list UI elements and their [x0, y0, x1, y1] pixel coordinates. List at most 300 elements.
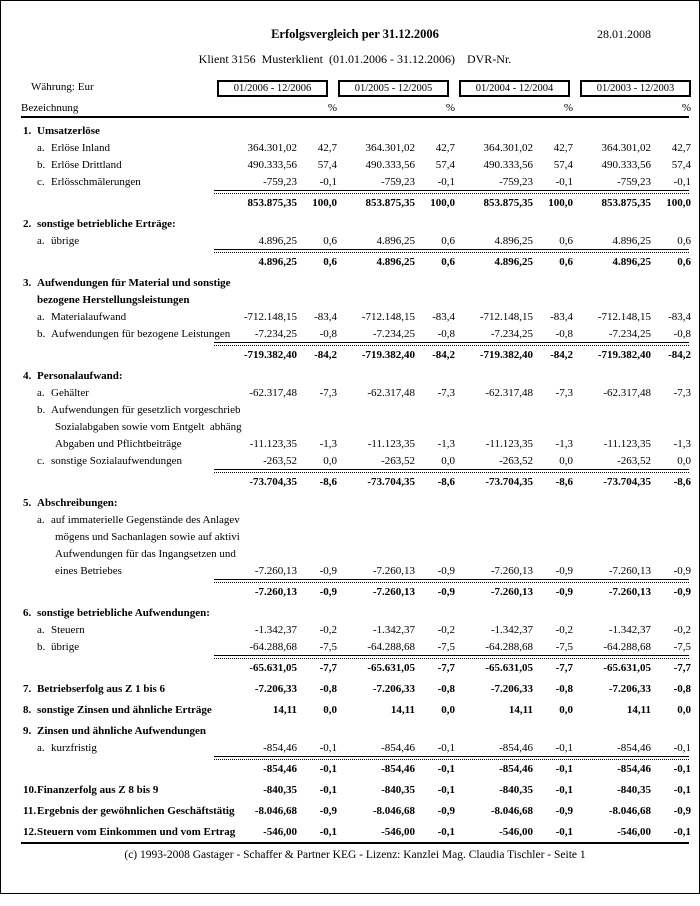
row-label: Aufwendungen für Material und sonstige [37, 276, 231, 289]
percent-cell: 57,4 [671, 158, 691, 171]
amount-cell: -73.704,35 [603, 475, 651, 488]
row-label: Umsatzerlöse [37, 124, 100, 137]
amount-cell: -719.382,40 [361, 348, 415, 361]
percent-cell: -0,1 [437, 741, 455, 754]
row-number: 4. [23, 369, 32, 382]
result-row [21, 802, 689, 819]
amount-cell: -712.148,15 [597, 310, 651, 323]
section-header-row [21, 274, 689, 291]
percent-cell: -0,1 [673, 825, 691, 838]
period-value-group [573, 662, 691, 674]
row-label-area [21, 294, 219, 306]
row-label: Erlösschmälerungen [51, 175, 141, 188]
row-number: 7. [23, 682, 32, 695]
header-rule [21, 116, 689, 118]
item-letter: c. [37, 175, 45, 188]
period-value-group [573, 142, 691, 154]
amount-cell: -7.260,13 [372, 564, 415, 577]
percent-cell: 0,6 [323, 255, 337, 268]
amount-cell: -11.123,35 [249, 437, 297, 450]
percent-cell: 0,0 [441, 454, 455, 467]
percent-cell: 57,4 [317, 158, 337, 171]
percent-cell: -0,1 [555, 175, 573, 188]
percent-cell: -0,1 [437, 783, 455, 796]
percent-cell: -0,1 [319, 825, 337, 838]
row-label: Aufwendungen für bezogene Leistungen [51, 327, 231, 340]
row-label-area [21, 725, 219, 737]
amount-cell: -62.317,48 [603, 386, 651, 399]
period-value-group [337, 683, 455, 695]
amount-header-spacer [455, 102, 533, 114]
row-number: 9. [23, 724, 32, 737]
item-letter: a. [37, 141, 45, 154]
row-label-area [21, 142, 219, 154]
amount-cell: -65.631,05 [249, 661, 297, 674]
row-label-area [21, 438, 219, 450]
percent-cell: -0,1 [319, 783, 337, 796]
item-letter: a. [37, 386, 45, 399]
percent-cell: -0,2 [319, 623, 337, 636]
item-row [21, 401, 689, 418]
period-value-group [573, 641, 691, 653]
row-label-area [21, 327, 231, 340]
period-value-group [337, 565, 455, 577]
row-label: Ergebnis der gewöhnlichen Geschäftstätig [37, 804, 235, 817]
period-value-group [455, 159, 573, 171]
period-value-group [455, 805, 573, 817]
percent-cell: -7,5 [555, 640, 573, 653]
period-value-group [573, 742, 691, 754]
amount-cell: -62.317,48 [485, 386, 533, 399]
percent-cell: -0,9 [555, 804, 573, 817]
total-row [21, 194, 689, 211]
amount-cell: 4.896,25 [376, 255, 415, 268]
row-label-area [21, 159, 219, 171]
amount-cell: -8.046,68 [490, 804, 533, 817]
amount-cell: -11.123,35 [485, 437, 533, 450]
result-row [21, 680, 689, 697]
amount-cell: 4.896,25 [494, 255, 533, 268]
period-value-group [455, 662, 573, 674]
row-label: bezogene Herstellungsleistungen [37, 293, 190, 306]
period-value-group [219, 256, 337, 268]
percent-cell: -1,3 [437, 437, 455, 450]
percent-cell: -7,7 [437, 661, 455, 674]
period-value-group [455, 256, 573, 268]
total-row [21, 473, 689, 490]
amount-cell: 14,11 [390, 703, 415, 716]
amount-cell: -854,46 [617, 762, 651, 775]
period-value-group [573, 784, 691, 796]
percent-cell: 0,6 [441, 255, 455, 268]
continuation-row [21, 435, 689, 452]
percent-cell: 100,0 [548, 196, 573, 209]
result-row [21, 701, 689, 718]
percent-cell: 42,7 [553, 141, 573, 154]
percent-cell: -7,3 [673, 386, 691, 399]
amount-cell: -64.288,68 [485, 640, 533, 653]
amount-cell: -62.317,48 [367, 386, 415, 399]
row-label: mögens und Sachanlagen sowie auf aktivi [55, 530, 240, 543]
item-letter: b. [37, 403, 46, 416]
item-letter: b. [37, 640, 46, 653]
amount-cell: -62.317,48 [249, 386, 297, 399]
period-value-group [219, 742, 337, 754]
period-value-group [455, 176, 573, 188]
percent-cell: 100,0 [666, 196, 691, 209]
amount-cell: -712.148,15 [243, 310, 297, 323]
item-row [21, 384, 689, 401]
amount-cell: -64.288,68 [603, 640, 651, 653]
continuation-row [21, 562, 689, 579]
item-row [21, 139, 689, 156]
amount-cell: -73.704,35 [367, 475, 415, 488]
period-value-group [573, 565, 691, 577]
period-box-2003: 01/2003 - 12/2003 [580, 80, 691, 97]
percent-cell: -0,1 [555, 783, 573, 796]
percent-cell: -84,2 [668, 348, 691, 361]
row-label: Gehälter [51, 386, 89, 399]
amount-cell: -1.342,37 [372, 623, 415, 636]
percent-cell: -0,9 [319, 564, 337, 577]
period-value-group [455, 704, 573, 716]
amount-cell: 490.333,56 [247, 158, 297, 171]
period-value-group [337, 455, 455, 467]
row-label-area [21, 784, 219, 796]
row-label: Personalaufwand: [37, 369, 123, 382]
period-value-group [219, 805, 337, 817]
amount-cell: 853.875,35 [601, 196, 651, 209]
period-value-group [337, 142, 455, 154]
amount-cell: -840,35 [617, 783, 651, 796]
period-value-group [219, 704, 337, 716]
period-value-group [219, 311, 337, 323]
percent-cell: -1,3 [673, 437, 691, 450]
column-subheader-row [21, 98, 689, 114]
percent-cell: -0,9 [673, 585, 691, 598]
period-value-group [573, 328, 691, 340]
period-value-group [219, 349, 337, 361]
table-body [21, 122, 689, 840]
row-label: Finanzerfolg aus Z 8 bis 9 [37, 783, 159, 796]
period-value-group [455, 784, 573, 796]
period-value-group [455, 438, 573, 450]
percent-cell: -7,3 [555, 386, 573, 399]
row-label-area [21, 370, 219, 382]
period-value-group [337, 349, 455, 361]
amount-cell: -759,23 [263, 175, 297, 188]
amount-cell: -263,52 [617, 454, 651, 467]
amount-cell: -263,52 [381, 454, 415, 467]
percent-cell: -0,8 [319, 682, 337, 695]
percent-cell: -7,7 [555, 661, 573, 674]
amount-cell: -759,23 [499, 175, 533, 188]
period-value-group [573, 256, 691, 268]
percent-cell: -0,8 [555, 327, 573, 340]
row-label: Aufwendungen für das Ingangsetzen und [55, 547, 236, 560]
percent-cell: 0,0 [441, 703, 455, 716]
row-label: auf immaterielle Gegenstände des Anlagev [51, 513, 240, 526]
period-value-group [455, 455, 573, 467]
amount-cell: -7.260,13 [372, 585, 415, 598]
row-label: eines Betriebes [55, 564, 122, 577]
percent-cell: -0,1 [555, 825, 573, 838]
percent-cell: -83,4 [432, 310, 455, 323]
row-label-area [21, 176, 219, 188]
section-header-row [21, 722, 689, 739]
row-label: übrige [51, 640, 80, 653]
amount-cell: 364.301,02 [247, 141, 297, 154]
period-value-group [573, 387, 691, 399]
period-value-group [337, 256, 455, 268]
period-value-group [455, 826, 573, 838]
row-number: 12. [23, 825, 37, 838]
percent-header: % [563, 102, 573, 114]
amount-cell: -11.123,35 [367, 437, 415, 450]
item-letter: a. [37, 513, 45, 526]
percent-cell: 0,6 [441, 234, 455, 247]
period-value-group [219, 683, 337, 695]
period-value-group [573, 763, 691, 775]
percent-cell: -0,8 [437, 682, 455, 695]
percent-header: % [327, 102, 337, 114]
percent-cell: -0,1 [555, 762, 573, 775]
amount-cell: 490.333,56 [601, 158, 651, 171]
period-value-group [573, 349, 691, 361]
percent-cell: -8,6 [673, 475, 691, 488]
percent-cell: -0,9 [319, 804, 337, 817]
period-value-group [219, 641, 337, 653]
item-letter: a. [37, 741, 45, 754]
row-label-area [21, 125, 219, 137]
period-value-group [219, 176, 337, 188]
percent-cell: 0,6 [559, 234, 573, 247]
amount-cell: -854,46 [499, 762, 533, 775]
item-row [21, 452, 689, 469]
row-label-area [21, 403, 241, 416]
period-value-group [573, 176, 691, 188]
period-value-group [219, 235, 337, 247]
percent-cell: -0,1 [319, 175, 337, 188]
item-row [21, 156, 689, 173]
row-label: Steuern [51, 623, 85, 636]
total-row [21, 760, 689, 777]
percent-cell: 0,0 [559, 703, 573, 716]
row-label: Steuern vom Einkommen und vom Ertrag [37, 825, 236, 838]
period-value-group [455, 235, 573, 247]
amount-cell: -11.123,35 [603, 437, 651, 450]
period-value-group [337, 624, 455, 636]
item-row [21, 308, 689, 325]
page-title: Erfolgsvergleich per 31.12.2006 [271, 27, 439, 41]
row-label-area [21, 683, 219, 695]
amount-cell: -759,23 [617, 175, 651, 188]
period-value-group [337, 704, 455, 716]
percent-cell: -0,9 [319, 585, 337, 598]
period-value-group [455, 349, 573, 361]
percent-cell: -0,1 [437, 825, 455, 838]
amount-cell: 4.896,25 [612, 255, 651, 268]
section-continuation-row [21, 291, 689, 308]
percent-cell: -0,8 [673, 682, 691, 695]
percent-cell: -83,4 [550, 310, 573, 323]
title-bar [21, 27, 689, 42]
amount-header-spacer [573, 102, 651, 114]
amount-cell: -854,46 [263, 762, 297, 775]
item-row [21, 621, 689, 638]
period-value-group [455, 387, 573, 399]
percent-cell: -0,9 [555, 564, 573, 577]
period-value-group [573, 311, 691, 323]
period-value-group [337, 387, 455, 399]
percent-cell: -7,7 [319, 661, 337, 674]
row-label-area [21, 641, 219, 653]
period-value-group [337, 176, 455, 188]
amount-cell: -712.148,15 [479, 310, 533, 323]
item-row [21, 232, 689, 249]
period-value-group [455, 476, 573, 488]
percent-cell: -0,2 [673, 623, 691, 636]
item-row [21, 511, 689, 528]
amount-cell: -65.631,05 [485, 661, 533, 674]
percent-cell: 0,0 [323, 454, 337, 467]
period-value-group [337, 742, 455, 754]
amount-cell: -546,00 [381, 825, 415, 838]
period-value-group [337, 641, 455, 653]
amount-cell: -7.234,25 [608, 327, 651, 340]
row-label: Betriebserfolg aus Z 1 bis 6 [37, 682, 166, 695]
amount-cell: -73.704,35 [485, 475, 533, 488]
amount-cell: -1.342,37 [490, 623, 533, 636]
amount-cell: -854,46 [381, 762, 415, 775]
percent-cell: 42,7 [435, 141, 455, 154]
amount-cell: -263,52 [263, 454, 297, 467]
row-label-area [21, 497, 219, 509]
percent-cell: -8,6 [555, 475, 573, 488]
row-label-area [21, 311, 219, 323]
period-box-2005: 01/2005 - 12/2005 [338, 80, 449, 97]
period-value-group [219, 197, 337, 209]
amount-cell: -64.288,68 [367, 640, 415, 653]
row-label: sonstige betriebliche Aufwendungen: [37, 606, 210, 619]
row-number: 3. [23, 276, 32, 289]
percent-cell: 42,7 [317, 141, 337, 154]
row-label: übrige [51, 234, 80, 247]
total-row [21, 583, 689, 600]
period-value-group [455, 742, 573, 754]
section-header-row [21, 215, 689, 232]
amount-cell: -7.260,13 [608, 585, 651, 598]
period-value-group [219, 624, 337, 636]
amount-header-spacer [337, 102, 415, 114]
amount-cell: -719.382,40 [597, 348, 651, 361]
amount-cell: -854,46 [617, 741, 651, 754]
amount-cell: -7.206,33 [490, 682, 533, 695]
period-value-group [573, 826, 691, 838]
row-label: sonstige betriebliche Erträge: [37, 217, 176, 230]
percent-cell: -7,7 [673, 661, 691, 674]
row-label-area [21, 387, 219, 399]
period-value-group [219, 142, 337, 154]
section-header-row [21, 122, 689, 139]
period-value-group [219, 826, 337, 838]
print-date: 28.01.2008 [597, 27, 651, 41]
amount-cell: -1.342,37 [254, 623, 297, 636]
percent-cell: 57,4 [553, 158, 573, 171]
period-value-group [455, 311, 573, 323]
percent-cell: -1,3 [555, 437, 573, 450]
amount-cell: -854,46 [381, 741, 415, 754]
period-value-group [455, 641, 573, 653]
row-number: 8. [23, 703, 32, 716]
row-label-area [21, 530, 240, 543]
amount-cell: -7.260,13 [254, 585, 297, 598]
amount-cell: -1.342,37 [608, 623, 651, 636]
percent-cell: -0,2 [437, 623, 455, 636]
period-value-group [455, 328, 573, 340]
period-value-group [455, 142, 573, 154]
row-label-area [21, 742, 219, 754]
amount-cell: -65.631,05 [603, 661, 651, 674]
amount-cell: -840,35 [263, 783, 297, 796]
percent-cell: -0,2 [555, 623, 573, 636]
period-value-group [455, 586, 573, 598]
percent-cell: -0,9 [555, 585, 573, 598]
percent-cell: -84,2 [550, 348, 573, 361]
percent-cell: 0,6 [323, 234, 337, 247]
period-value-group [455, 565, 573, 577]
amount-cell: -8.046,68 [372, 804, 415, 817]
period-value-group [337, 805, 455, 817]
result-row [21, 781, 689, 798]
period-value-group [219, 586, 337, 598]
period-value-group [219, 565, 337, 577]
continuation-row [21, 418, 689, 435]
amount-cell: -73.704,35 [249, 475, 297, 488]
percent-cell: 57,4 [435, 158, 455, 171]
period-value-group [337, 476, 455, 488]
period-value-group [219, 455, 337, 467]
row-label-area [21, 624, 219, 636]
period-value-group [573, 704, 691, 716]
percent-cell: -0,8 [319, 327, 337, 340]
percent-cell: -0,8 [437, 327, 455, 340]
section-header-row [21, 367, 689, 384]
amount-cell: -7.206,33 [372, 682, 415, 695]
amount-cell: 364.301,02 [365, 141, 415, 154]
amount-header-spacer [219, 102, 297, 114]
period-header-row [21, 80, 689, 97]
item-row [21, 739, 689, 756]
total-row [21, 346, 689, 363]
amount-cell: 14,11 [508, 703, 533, 716]
amount-cell: -546,00 [263, 825, 297, 838]
item-letter: b. [37, 158, 46, 171]
percent-cell: -7,5 [319, 640, 337, 653]
period-value-group [337, 159, 455, 171]
percent-cell: -0,1 [673, 783, 691, 796]
continuation-row [21, 545, 689, 562]
period-value-group [455, 763, 573, 775]
percent-cell: -7,5 [437, 640, 455, 653]
row-number: 6. [23, 606, 32, 619]
percent-cell: -0,1 [673, 762, 691, 775]
percent-cell: -0,1 [437, 762, 455, 775]
period-value-group [337, 311, 455, 323]
period-value-group [337, 328, 455, 340]
amount-cell: -7.260,13 [254, 564, 297, 577]
period-value-group [573, 476, 691, 488]
